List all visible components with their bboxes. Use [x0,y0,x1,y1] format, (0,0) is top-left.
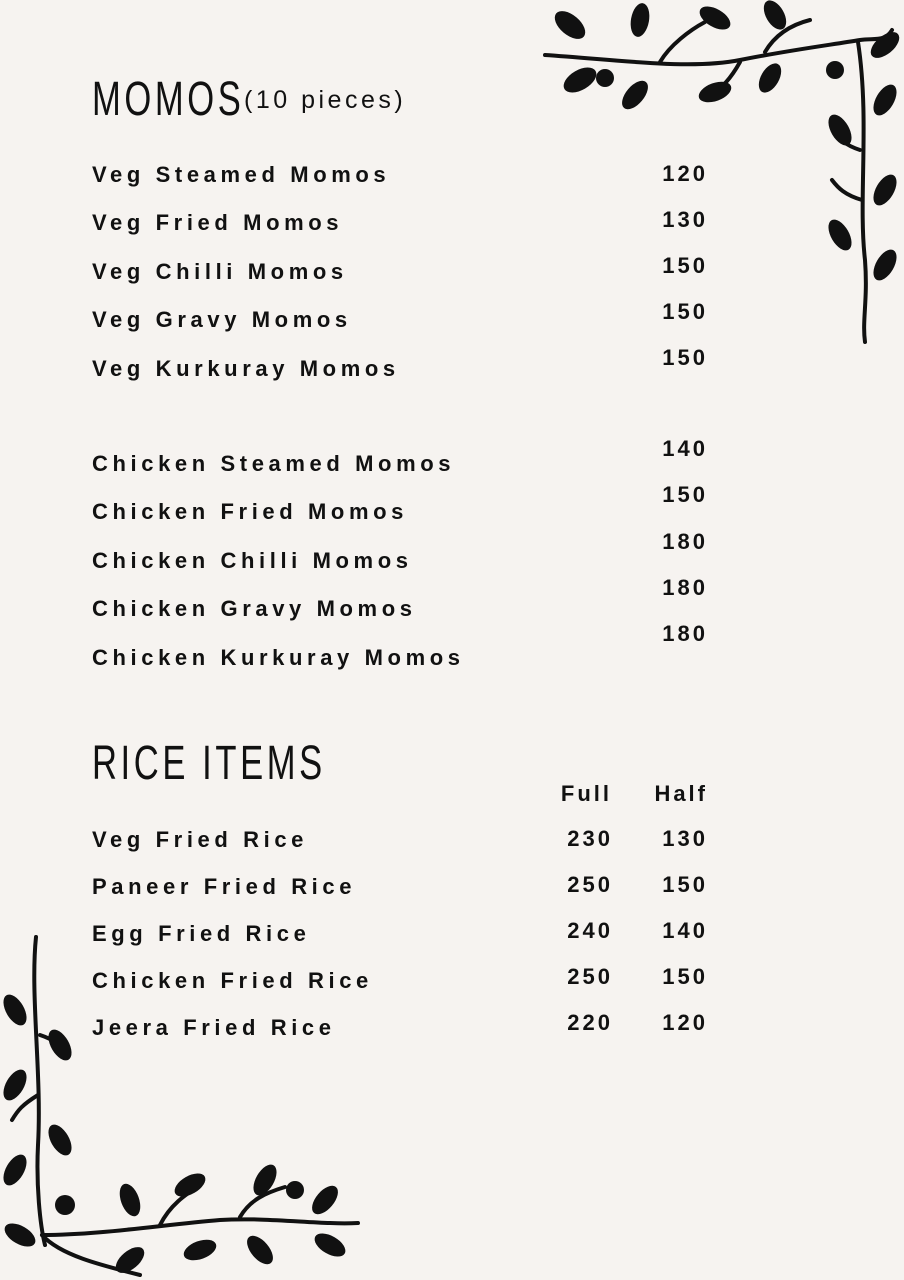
menu-item-name: Veg Fried Rice [92,827,309,852]
menu-item-price-full: 250 [567,872,613,897]
menu-item-name: Veg Steamed Momos [92,162,391,187]
momos-subtitle: (10 pieces) [244,86,407,114]
menu-item-price: 130 [662,207,708,232]
menu-item-price: 150 [662,482,708,507]
menu-item-price: 180 [662,621,708,646]
menu-item-name: Paneer Fried Rice [92,874,357,899]
menu-item-name: Chicken Fried Rice [92,968,373,993]
menu-item-price: 120 [662,161,708,186]
menu-item-name: Jeera Fried Rice [92,1015,336,1040]
vine-decoration-top-right-icon [540,0,904,345]
menu-item-price-full: 250 [567,964,613,989]
menu-item-name: Chicken Fried Momos [92,499,408,524]
rice-col-half: Half [654,781,708,806]
menu-item-name: Egg Fried Rice [92,921,311,946]
rice-heading: RICE ITEMS [92,737,326,790]
menu-item-name: Chicken Chilli Momos [92,548,413,573]
vine-decoration-bottom-left-icon [0,935,365,1280]
menu-item-name: Chicken Kurkuray Momos [92,645,465,670]
menu-item-price-half: 120 [662,1010,708,1035]
menu-item-name: Veg Fried Momos [92,210,344,235]
menu-item-price-half: 140 [662,918,708,943]
menu-item-price-full: 230 [567,826,613,851]
menu-item-price: 150 [662,345,708,370]
rice-col-full: Full [560,781,612,806]
menu-item-price: 180 [662,575,708,600]
menu-item-name: Chicken Steamed Momos [92,451,456,476]
menu-item-name: Chicken Gravy Momos [92,596,417,621]
menu-item-name: Veg Kurkuray Momos [92,356,400,381]
menu-item-price-half: 150 [662,964,708,989]
menu-item-price-half: 130 [662,826,708,851]
menu-item-price: 180 [662,529,708,554]
menu-item-price: 140 [662,436,708,461]
menu-item-price-full: 240 [567,918,613,943]
menu-item-price-full: 220 [567,1010,613,1035]
menu-item-price: 150 [662,299,708,324]
menu-item-price: 150 [662,253,708,278]
menu-item-name: Veg Chilli Momos [92,259,348,284]
momos-heading: MOMOS [92,73,245,126]
menu-item-price-half: 150 [662,872,708,897]
menu-item-name: Veg Gravy Momos [92,307,352,332]
